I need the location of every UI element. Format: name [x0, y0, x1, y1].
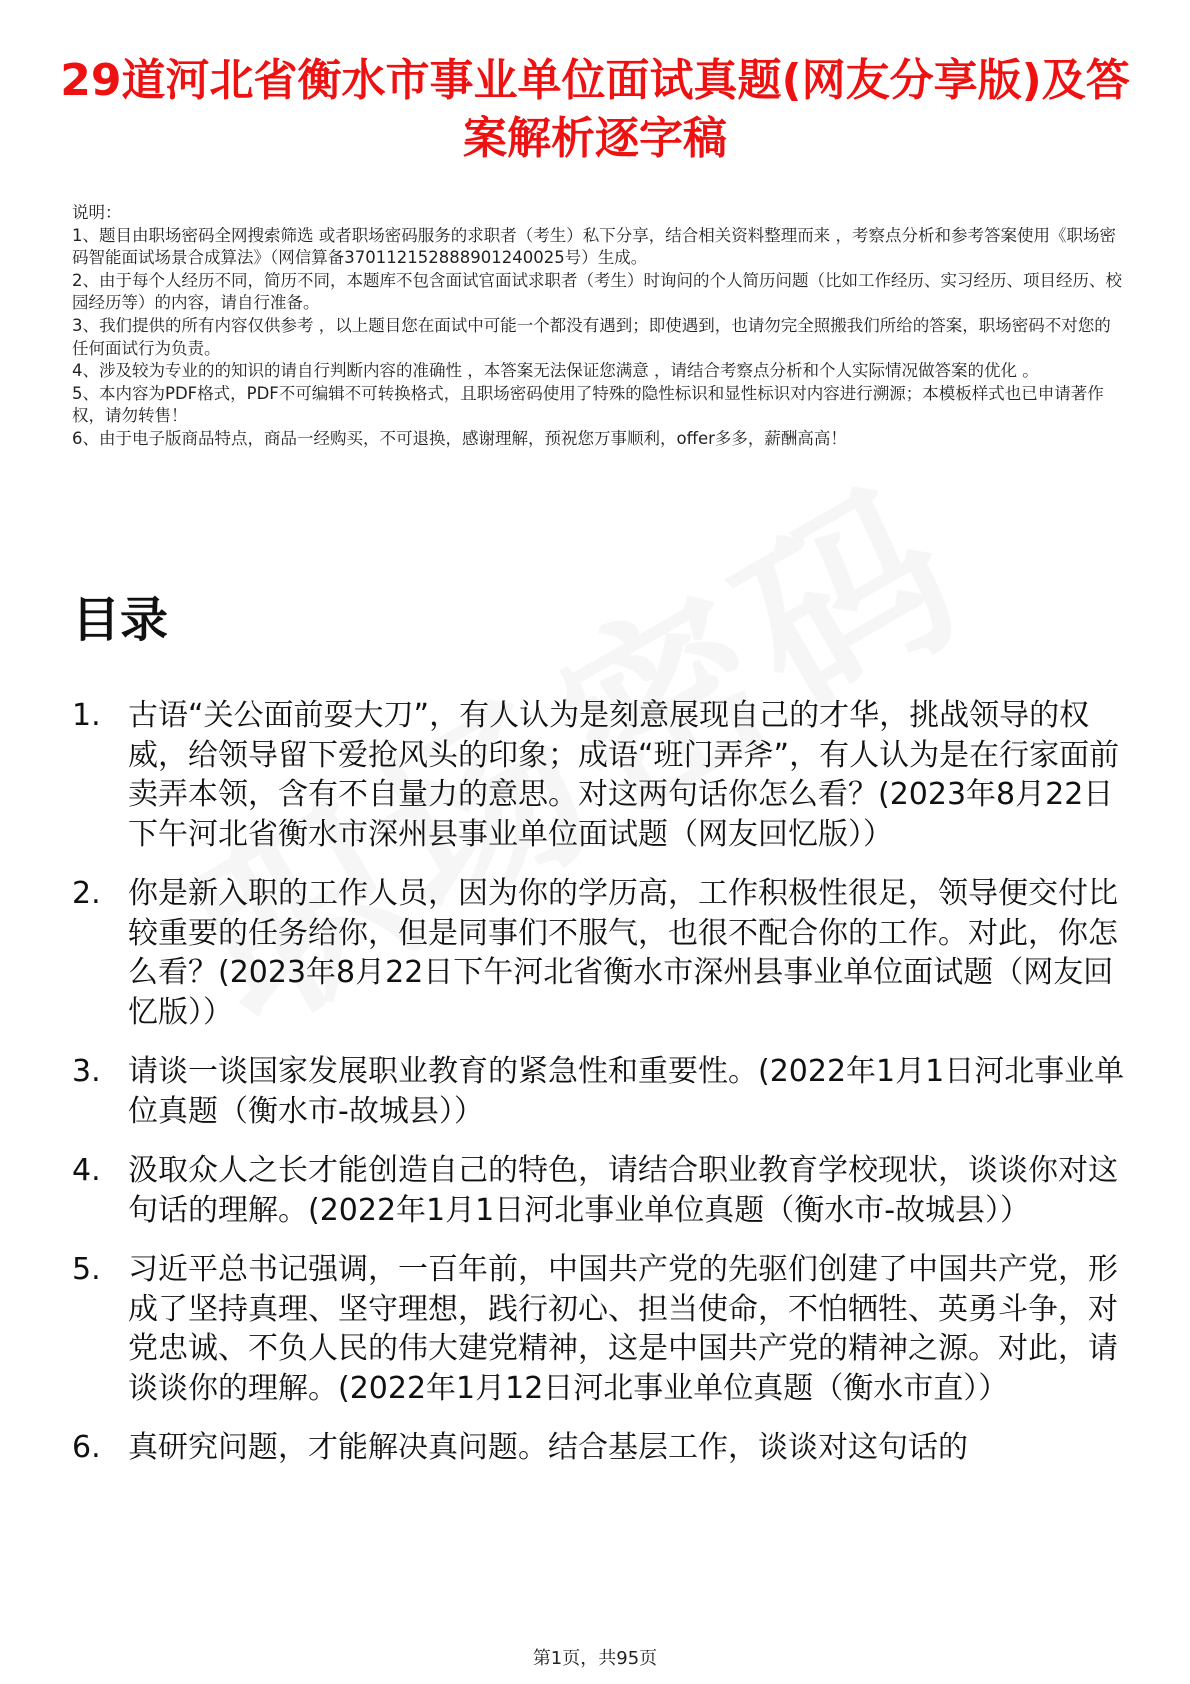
- note-item: 2、由于每个人经历不同，简历不同，本题库不包含面试官面试求职者（考生）时询问的个人简历问题（比如工作经历、实习经历、项目经历、校园经历等）的内容，请自行准备。: [72, 270, 1122, 313]
- toc-item-text: 真研究问题，才能解决真问题。结合基层工作，谈谈对这句话的: [128, 1430, 968, 1465]
- toc-item[interactable]: [72, 1250, 1132, 1408]
- toc-item-number: 3.: [72, 1054, 101, 1089]
- toc-item-text: 请谈一谈国家发展职业教育的紧急性和重要性。(2022年1月1日河北事业单位真题（衡水市-故城县））: [128, 1054, 1125, 1129]
- toc-item-text: 汲取众人之长才能创造自己的特色，请结合职业教育学校现状，谈谈你对这句话的理解。(2022年1月1日河北事业单位真题（衡水市-故城县））: [128, 1153, 1118, 1228]
- toc-item-number: 6.: [72, 1430, 101, 1465]
- toc-item[interactable]: [72, 1428, 1132, 1468]
- notes-header: 说明：: [72, 203, 122, 222]
- document-title: 29道河北省衡水市事业单位面试真题(网友分享版)及答案解析逐字稿: [60, 55, 1130, 164]
- note-item: 1、题目由职场密码全网搜索筛选 或者职场密码服务的求职者（考生）私下分享，结合相关资料整理而来 ，考察点分析和参考答案使用《职场密码智能面试场景合成算法》（网信算备370112152888901240025号）生成。: [72, 225, 1116, 268]
- note-item: 5、本内容为PDF格式，PDF不可编辑不可转换格式，且职场密码使用了特殊的隐性标识和显性标识对内容进行溯源；本模板样式也已申请著作权，请勿转售！: [72, 383, 1104, 426]
- toc-item[interactable]: [72, 874, 1132, 1032]
- toc-item-number: 2.: [72, 876, 101, 911]
- note-item: 3、我们提供的所有内容仅供参考 ，以上题目您在面试中可能一个都没有遇到；即使遇到，也请勿完全照搬我们所给的答案，职场密码不对您的任何面试行为负责。: [72, 315, 1111, 358]
- toc-item-text: 你是新入职的工作人员，因为你的学历高，工作积极性很足，领导便交付比较重要的任务给你，但是同事们不服气，也很不配合你的工作。对此，你怎么看？(2023年8月22日下午河北省衡水市深州县事业单位面试题（网友回忆版））: [128, 876, 1118, 1030]
- toc-item-text: 古语“关公面前耍大刀”，有人认为是刻意展现自己的才华，挑战领导的权威，给领导留下爱抢风头的印象；成语“班门弄斧”，有人认为是在行家面前卖弄本领，含有不自量力的意思。对这两句话你怎么看？(2023年8月22日下午河北省衡水市深州县事业单位面试题（网友回忆版））: [128, 698, 1120, 852]
- toc-item[interactable]: [72, 696, 1132, 854]
- toc-item-text: 习近平总书记强调，一百年前，中国共产党的先驱们创建了中国共产党，形成了坚持真理、坚守理想，践行初心、担当使命，不怕牺牲、英勇斗争，对党忠诚、不负人民的伟大建党精神，这是中国共产党的精神之源。对此，请谈谈你的理解。(2022年1月12日河北事业单位真题（衡水市直））: [128, 1252, 1118, 1406]
- notes-section: [72, 202, 1122, 451]
- toc-item[interactable]: [72, 1052, 1132, 1131]
- note-item: 4、涉及较为专业的的知识的请自行判断内容的准确性 ，本答案无法保证您满意 ，请结合考察点分析和个人实际情况做答案的优化 。: [72, 361, 1039, 381]
- toc-item-number: 5.: [72, 1252, 101, 1287]
- toc-item[interactable]: [72, 1151, 1132, 1230]
- toc-item-number: 4.: [72, 1153, 101, 1188]
- page-footer: 第1页，共95页: [532, 1648, 658, 1669]
- toc-item-number: 1.: [72, 698, 101, 733]
- toc-list: [72, 696, 1132, 1488]
- toc-heading: 目录: [72, 592, 169, 648]
- note-item: 6、由于电子版商品特点，商品一经购买，不可退换，感谢理解，预祝您万事顺利，offer多多，薪酬高高！: [72, 428, 847, 448]
